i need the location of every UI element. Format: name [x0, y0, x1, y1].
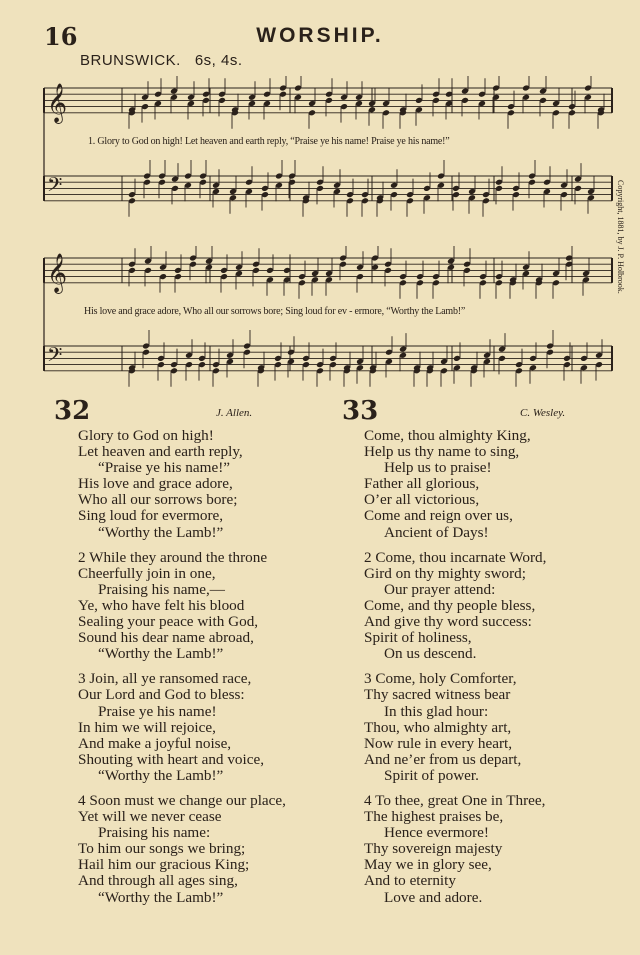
hymn-33-text [364, 428, 546, 915]
verse-line: Praising his name: [98, 824, 211, 842]
verse-line: Shouting with heart and voice, [78, 750, 265, 768]
hymn-32-author: J. Allen. [216, 407, 253, 419]
music-system-1 [0, 76, 640, 236]
verse-line: On us descend. [384, 645, 477, 663]
verse-line: “Worthy the Lamb!” [98, 645, 224, 663]
verse-line: “Worthy the Lamb!” [98, 523, 224, 541]
verse-line: Help us to praise! [384, 459, 492, 477]
hymn-number-33: 33 [342, 396, 379, 426]
verse-line: Now rule in every heart, [364, 734, 513, 752]
tune-name: BRUNSWICK. [80, 52, 181, 69]
page-number: 16 [44, 22, 78, 51]
verse-line: Thou, who almighty art, [364, 718, 512, 736]
verse-line: 2 Come, thou incarnate Word, [364, 548, 547, 566]
verse-line: 3 Come, holy Comforter, [364, 670, 517, 688]
verse-line: Gird on thy mighty sword; [364, 564, 526, 582]
verse-line: 3 Join, all ye ransomed race, [78, 670, 252, 688]
music-lyric-line-1: 1. Glory to God on high! Let heaven and earth reply, “Praise ye his name! Praise ye his name!” [88, 136, 450, 147]
stanza [364, 550, 546, 663]
stanza [364, 793, 546, 906]
verse-line: Glory to God on high! [78, 427, 214, 444]
verse-line: Help us thy name to sing, [364, 443, 520, 461]
music-lyric-line-2: His love and grace adore, Who all our sorrows bore; Sing loud for ev - ermore, “Worthy the Lamb!” [84, 306, 466, 317]
verse-line: To him our songs we bring; [78, 840, 246, 858]
section-title: WORSHIP. [256, 24, 384, 47]
treble-clef-icon: 𝄞 [47, 83, 68, 123]
stanza [78, 671, 286, 784]
tune-meter: 6s, 4s. [194, 52, 243, 69]
verse-line: Ye, who have felt his blood [78, 596, 245, 614]
verse-line: Spirit of power. [384, 766, 479, 784]
verse-line: Come, thou almighty King, [364, 427, 531, 444]
verse-line: 2 While they around the throne [78, 548, 268, 566]
verse-line: Sound his dear name abroad, [78, 629, 254, 647]
verse-line: “Worthy the Lamb!” [98, 766, 224, 784]
verse-line: Sing loud for evermore, [78, 507, 224, 525]
stanza [364, 428, 546, 541]
verse-line: In him we will rejoice, [78, 718, 216, 736]
hymn-32-text [78, 428, 286, 915]
verse-line: Who all our sorrows bore; [78, 491, 238, 509]
verse-line: 4 To thee, great One in Three, [364, 791, 546, 809]
verse-line: Sealing your peace with God, [78, 613, 259, 631]
verse-line: And make a joyful noise, [78, 734, 232, 752]
verse-line: And to eternity [364, 872, 456, 890]
verse-line: Our prayer attend: [384, 580, 496, 598]
verse-line: And give thy word success: [364, 613, 532, 631]
verse-line: 4 Soon must we change our place, [78, 791, 286, 809]
music-system-2 [0, 246, 640, 406]
verse-line: Thy sacred witness bear [364, 686, 511, 704]
verse-line: Our Lord and God to bless: [78, 686, 245, 704]
verse-line: Come and reign over us, [364, 507, 513, 525]
verse-line: Praising his name,— [98, 580, 225, 598]
stanza [364, 671, 546, 784]
bass-clef-icon: 𝄢 [47, 173, 63, 201]
verse-line: And through all ages sing, [78, 872, 238, 890]
verse-line: In this glad hour: [384, 702, 489, 720]
verse-line: “Worthy the Lamb!” [98, 888, 224, 906]
verse-line: “Praise ye his name!” [98, 459, 230, 477]
treble-clef-icon: 𝄞 [47, 253, 68, 293]
verse-line: Love and adore. [384, 888, 483, 906]
verse-line: Hail him our gracious King; [78, 856, 250, 874]
verse-line: O’er all victorious, [364, 491, 480, 509]
verse-line: May we in glory see, [364, 856, 492, 874]
stanza [78, 428, 286, 541]
stanza [78, 550, 286, 663]
verse-line: Hence evermore! [384, 824, 489, 842]
verse-line: Come, and thy people bless, [364, 596, 536, 614]
verse-line: Cheerfully join in one, [78, 564, 216, 582]
hymn-number-32: 32 [54, 396, 91, 426]
verse-line: Ancient of Days! [384, 523, 489, 541]
verse-line: The highest praises be, [364, 808, 504, 826]
copyright-note: Copyright, 1881, by J. P. Holbrook. [616, 180, 625, 294]
verse-line: Father all glorious, [364, 475, 480, 493]
verse-line: Yet will we never cease [78, 808, 222, 826]
stanza [78, 793, 286, 906]
verse-line: Spirit of holiness, [364, 629, 472, 647]
verse-line: And ne’er from us depart, [364, 750, 522, 768]
hymn-33-author: C. Wesley. [520, 407, 566, 419]
verse-line: Let heaven and earth reply, [78, 443, 243, 461]
verse-line: His love and grace adore, [78, 475, 233, 493]
bass-clef-icon: 𝄢 [47, 343, 63, 371]
verse-line: Praise ye his name! [98, 702, 217, 720]
verse-line: Thy sovereign majesty [364, 840, 503, 858]
tune-heading [80, 52, 243, 69]
